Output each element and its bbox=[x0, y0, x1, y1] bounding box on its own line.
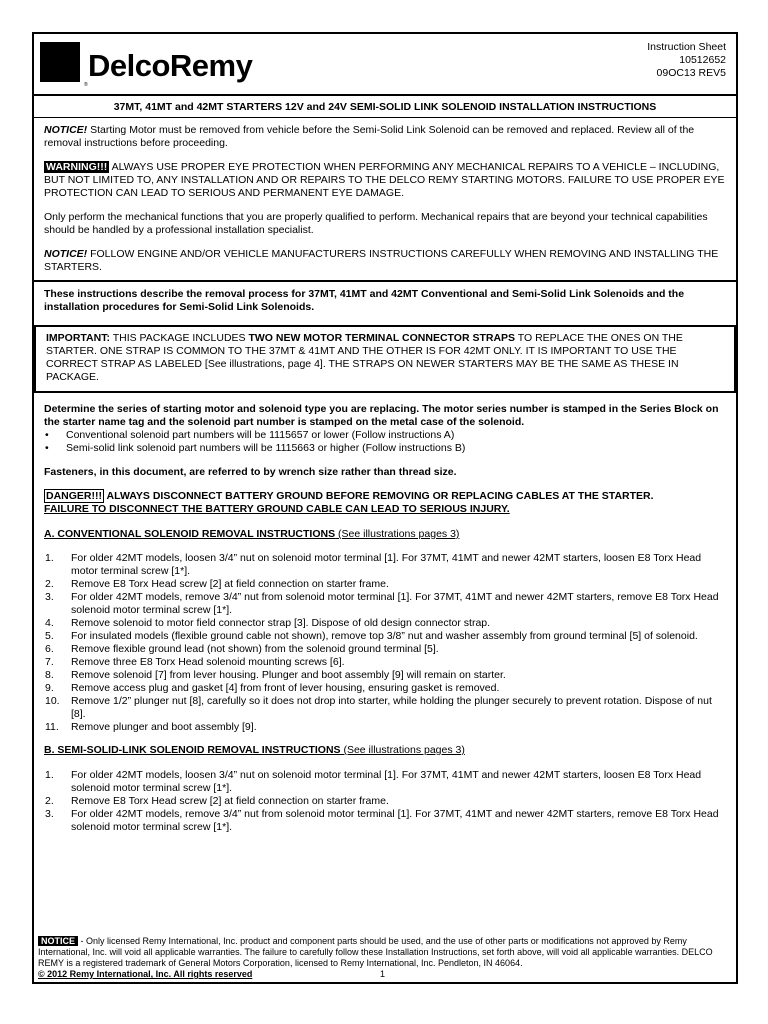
sheet-info bbox=[647, 41, 726, 80]
step-item: 2. Remove E8 Torx Head screw [2] at field connection on starter frame. bbox=[45, 795, 389, 807]
step-item: 7. Remove three E8 Torx Head solenoid mounting screws [6]. bbox=[45, 656, 345, 668]
fasteners-paragraph: Fasteners, in this document, are referred to by wrench size rather than thread size. bbox=[44, 466, 457, 478]
instruction-sheet bbox=[32, 32, 738, 984]
logo-wordmark: DelcoRemy bbox=[88, 48, 253, 83]
list-item: • Conventional solenoid part numbers will be 1115657 or lower (Follow instructions A) bbox=[45, 429, 455, 441]
danger-paragraph bbox=[44, 490, 728, 516]
step-item: 10. Remove 1/2” plunger nut [8], carefully so it does not drop into starter, while holding the plunger securely to prevent rotation. Dispose of nut [8]. bbox=[45, 695, 712, 720]
danger-text-underlined: FAILURE TO DISCONNECT THE BATTERY GROUND CABLE CAN LEAD TO SERIOUS INJURY. bbox=[44, 503, 510, 515]
step-item: 3. For older 42MT models, remove 3/4” nut from solenoid motor terminal [1]. For 37MT, 41MT and newer 42MT starters, remove E8 Torx Head solenoid motor terminal screw [1*]. bbox=[45, 808, 719, 833]
important-text-pre: THIS PACKAGE INCLUDES bbox=[109, 332, 249, 344]
danger-label: DANGER!!! bbox=[46, 490, 102, 502]
page-number: 1 bbox=[380, 969, 386, 979]
section-b-steps bbox=[44, 769, 728, 834]
logo-mark bbox=[40, 42, 80, 82]
safety-notices bbox=[34, 118, 736, 282]
step-item: 11. Remove plunger and boot assembly [9]. bbox=[45, 721, 257, 733]
step-item: 2. Remove E8 Torx Head screw [2] at field connection on starter frame. bbox=[45, 578, 389, 590]
footer-notice bbox=[38, 936, 732, 969]
sheet-revision: 09OC13 REV5 bbox=[656, 67, 726, 79]
step-item: 1. For older 42MT models, loosen 3/4” nut on solenoid motor terminal [1]. For 37MT, 41MT and newer 42MT starters, loosen E8 Torx Head motor terminal screw [1*]. bbox=[45, 552, 702, 577]
notice-paragraph bbox=[44, 124, 728, 150]
section-a-heading: A. CONVENTIONAL SOLENOID REMOVAL INSTRUCTIONS (See illustrations pages 3) bbox=[44, 528, 460, 540]
warning-label: WARNING!!! bbox=[46, 161, 108, 173]
instructions-body bbox=[34, 282, 736, 834]
step-item: 1. For older 42MT models, loosen 3/4” nut on solenoid motor terminal [1]. For 37MT, 41MT and newer 42MT starters, loosen E8 Torx Head solenoid motor terminal screw [1*]. bbox=[45, 769, 702, 794]
footer-notice-label: NOTICE bbox=[38, 936, 78, 946]
determine-paragraph: Determine the series of starting motor and solenoid type you are replacing. The motor series number is stamped in the Series Block on the starter name tag and the solenoid part number is stamped on the metal case of the solenoid. bbox=[44, 403, 719, 428]
step-item: 5. For insulated models (flexible ground cable not shown), remove top 3/8” nut and washer assembly from ground terminal [5] of solenoid. bbox=[45, 630, 698, 642]
important-label: IMPORTANT: bbox=[46, 332, 110, 344]
section-a-steps bbox=[44, 552, 728, 734]
danger-text: ALWAYS DISCONNECT BATTERY GROUND BEFORE REMOVING OR REPLACING CABLES AT THE STARTER. bbox=[104, 490, 654, 502]
section-b-heading: B. SEMI-SOLID-LINK SOLENOID REMOVAL INSTRUCTIONS (See illustrations pages 3) bbox=[44, 744, 465, 756]
notice-text: Starting Motor must be removed from vehicle before the Semi-Solid Link Solenoid can be removed and replaced. Review all of the removal instructions before proceeding. bbox=[44, 124, 695, 149]
solenoid-type-list bbox=[44, 429, 728, 455]
notice-follow-paragraph bbox=[44, 248, 728, 274]
description-paragraph: These instructions describe the removal process for 37MT, 41MT and 42MT Conventional and Semi-Solid Link Solenoids and the installation procedures for Semi-Solid Link Solenoids. bbox=[44, 288, 685, 313]
step-item: 9. Remove access plug and gasket [4] from front of lever housing, ensuring gasket is removed. bbox=[45, 682, 500, 694]
notice-label: NOTICE! bbox=[44, 248, 88, 260]
sheet-label: Instruction Sheet bbox=[647, 41, 726, 53]
header bbox=[34, 34, 736, 96]
step-item: 3. For older 42MT models, remove 3/4” nut from solenoid motor terminal [1]. For 37MT, 41MT and newer 42MT starters, remove E8 Torx Head solenoid motor terminal screw [1*]. bbox=[45, 591, 719, 616]
copyright: © 2012 Remy International, Inc. All rights reserved bbox=[38, 969, 253, 979]
important-text-bold: TWO NEW MOTOR TERMINAL CONNECTOR STRAPS bbox=[248, 332, 516, 344]
step-item: 4. Remove solenoid to motor field connector strap [3]. Dispose of old design connector strap. bbox=[45, 617, 491, 629]
document-title: 37MT, 41MT and 42MT STARTERS 12V and 24V SEMI-SOLID LINK SOLENOID INSTALLATION INSTRUCTIONS bbox=[34, 96, 736, 118]
footer-notice-text: - Only licensed Remy International, Inc. product and component parts should be used, and the use of other parts or modifications not approved by Remy International, Inc. will void all applicable warranties. The failure to carefully follow these Installation Instructions, set forth above, will void all applicable warranties. DELCO REMY is a registered trademark of General Motors Corporation, licensed to Remy International, Inc. Pendleton, IN 46064. bbox=[38, 936, 713, 968]
bullet-icon: • bbox=[45, 442, 49, 454]
notice-label: NOTICE! bbox=[44, 124, 88, 136]
bullet-icon: • bbox=[45, 429, 49, 441]
step-item: 8. Remove solenoid [7] from lever housing. Plunger and boot assembly [9] will remain on starter. bbox=[45, 669, 506, 681]
qualified-paragraph: Only perform the mechanical functions that you are properly qualified to perform. Mechanical repairs that are beyond your technical capabilities should be handled by a professional installation specialist. bbox=[44, 211, 708, 236]
logo-registered-mark: ® bbox=[84, 82, 88, 88]
step-item: 6. Remove flexible ground lead (not shown) from the solenoid ground terminal [5]. bbox=[45, 643, 439, 655]
footer bbox=[34, 933, 736, 982]
warning-text: ALWAYS USE PROPER EYE PROTECTION WHEN PERFORMING ANY MECHANICAL REPAIRS TO A VEHICLE – INCLUDING, BUT NOT LIMITED TO, ANY INSTALLATION AND OR REPAIRS TO THE DELCO REMY STARTING MOTORS. FAILURE TO USE PROPER EYE PROTECTION CAN LEAD TO SERIOUS AND PERMANENT EYE DAMAGE. bbox=[44, 161, 725, 199]
warning-paragraph bbox=[44, 161, 728, 200]
important-text-post: TO REPLACE THE ONES ON THE STARTER. ONE STRAP IS COMMON TO THE 37MT & 41MT AND THE OTHER IS FOR 42MT ONLY. IT IS IMPORTANT TO USE THE CORRECT STRAP AS LABELED [See illustrations, page 4]. THE STRAPS ON NEWER STARTERS MAY BE THE SAME AS THESE IN PACKAGE. bbox=[46, 332, 683, 383]
notice-text: FOLLOW ENGINE AND/OR VEHICLE MANUFACTURERS INSTRUCTIONS CAREFULLY WHEN REMOVING AND INSTALLING THE STARTERS. bbox=[44, 248, 719, 273]
sheet-number: 10512652 bbox=[679, 54, 726, 66]
important-box bbox=[34, 325, 736, 393]
list-item: • Semi-solid link solenoid part numbers will be 1115663 or higher (Follow instructions B) bbox=[45, 442, 466, 454]
